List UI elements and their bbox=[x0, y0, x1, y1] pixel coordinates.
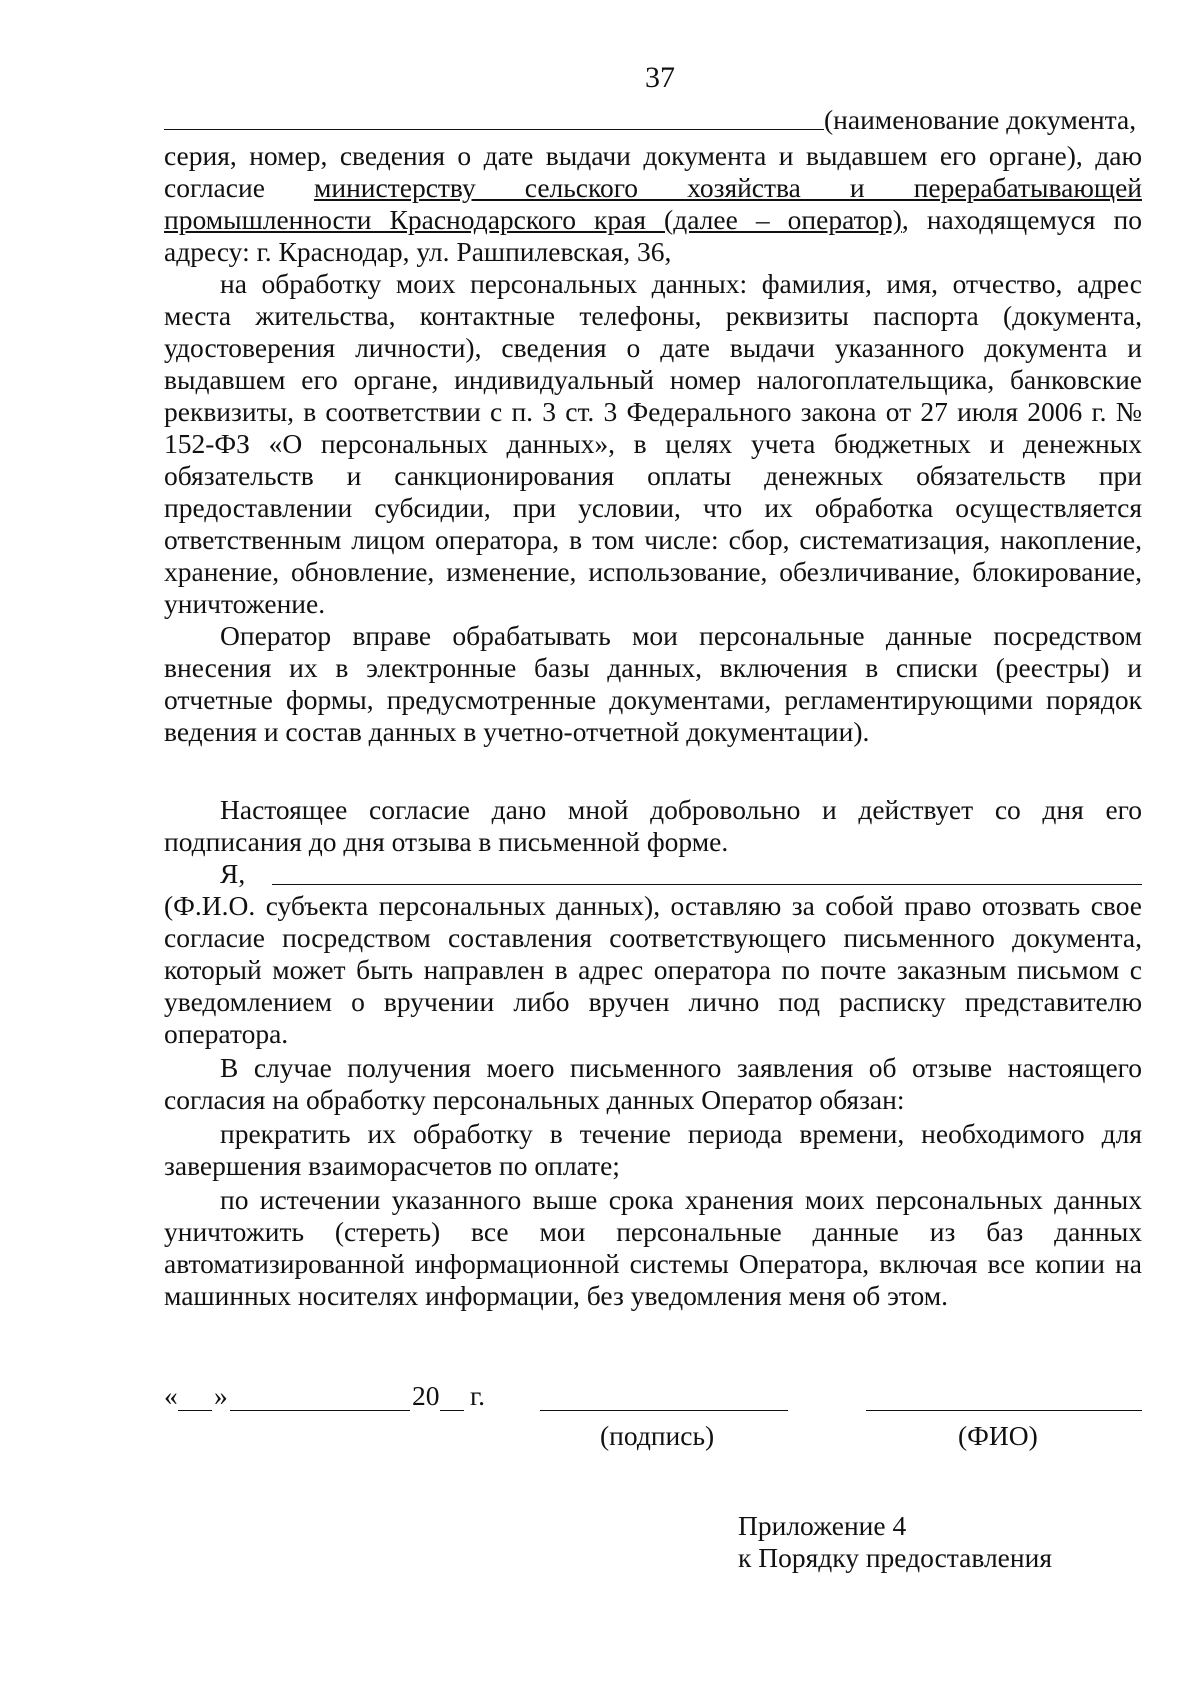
paragraph-operator-rights: Оператор вправе обрабатывать мои персональные данные посредством внесения их в электронные базы данных, включения в списки (реестры) и отчетные формы, предусмотренные документами, регламентирующими порядок ведения и состав данных в учетно-отчетной документации). bbox=[164, 620, 1142, 747]
consent-body-bottom bbox=[164, 890, 1142, 1312]
consent-body-middle bbox=[164, 794, 1142, 858]
paragraph-consent-intro: серия, номер, сведения о дате выдачи документа и выдавшем его органе), даю согласие министерству сельского хозяйства и перерабатывающей промышленности Краснодарского края (далее – оператор), находящемуся по адресу: г. Краснодар, ул. Рашпилевская, 36, bbox=[164, 140, 1142, 267]
month-blank bbox=[230, 1410, 410, 1411]
paragraph-withdraw: (Ф.И.О. субъекта персональных данных), оставляю за собой право отозвать свое согласие посредством составления соответствующего письменного документа, который может быть направлен в адрес оператора по почте заказным письмом с уведомлением о вручении либо вручен лично под расписку представителю оператора. bbox=[164, 890, 1142, 1049]
document-name-caption: (наименование документа, bbox=[824, 104, 1137, 135]
fio-caption: (ФИО) bbox=[958, 1420, 1038, 1451]
date-quote-close: » bbox=[214, 1380, 228, 1411]
signature-row bbox=[164, 1380, 1142, 1416]
year-prefix: 20 bbox=[412, 1380, 440, 1411]
ya-label: Я, bbox=[220, 858, 246, 889]
paragraph-voluntary: Настоящее согласие дано мной добровольно и действует со дня его подписания до дня отзыва в письменной форме. bbox=[164, 794, 1142, 857]
document-name-blank bbox=[164, 129, 824, 130]
signature-caption: (подпись) bbox=[600, 1420, 715, 1451]
annex-heading bbox=[738, 1510, 1052, 1574]
fio-blank bbox=[866, 1410, 1142, 1411]
year-blank bbox=[440, 1410, 464, 1411]
date-quote-open: « bbox=[164, 1380, 178, 1411]
year-suffix: г. bbox=[470, 1380, 486, 1411]
page-number: 37 bbox=[645, 61, 675, 94]
consent-body-top bbox=[164, 140, 1142, 748]
paragraph-operator-obliged: В случае получения моего письменного заявления об отзыве настоящего согласия на обработку персональных данных Оператор обязан: bbox=[164, 1052, 1142, 1115]
signature-blank bbox=[540, 1410, 788, 1411]
paragraph-data-list: на обработку моих персональных данных: фамилия, имя, отчество, адрес места жительства, контактные телефоны, реквизиты паспорта (документа, удостоверения личности), сведения о дате выдачи указанного документа и выдавшем его органе, индивидуальный номер налогоплательщика, банковские реквизиты, в соответствии с п. 3 ст. 3 Федерального закона от 27 июля 2006 г. № 152-ФЗ «О персональных данных», в целях учета бюджетных и денежных обязательств и санкционирования оплаты денежных обязательств при предоставлении субсидии, при условии, что их обработка осуществляется ответственным лицом оператора, в том числе: сбор, систематизация, накопление, хранение, обновление, изменение, использование, обезличивание, блокирование, уничтожение. bbox=[164, 268, 1142, 619]
subject-name-blank bbox=[272, 884, 1142, 885]
annex-subtitle: к Порядку предоставления bbox=[738, 1542, 1052, 1573]
paragraph-stop-processing: прекратить их обработку в течение периода времени, необходимого для завершения взаиморасчетов по оплате; bbox=[164, 1118, 1142, 1181]
operator-name: министерству сельского хозяйства и перерабатывающей промышленности Краснодарского края (далее – оператор) bbox=[164, 172, 1142, 235]
annex-title: Приложение 4 bbox=[738, 1510, 907, 1541]
paragraph-destroy-data: по истечении указанного выше срока хранения моих персональных данных уничтожить (стереть) все мои персональные данные из баз данных автоматизированной информационной системы Оператора, включая все копии на машинных носителях информации, без уведомления меня об этом. bbox=[164, 1184, 1142, 1311]
day-blank bbox=[178, 1410, 212, 1411]
